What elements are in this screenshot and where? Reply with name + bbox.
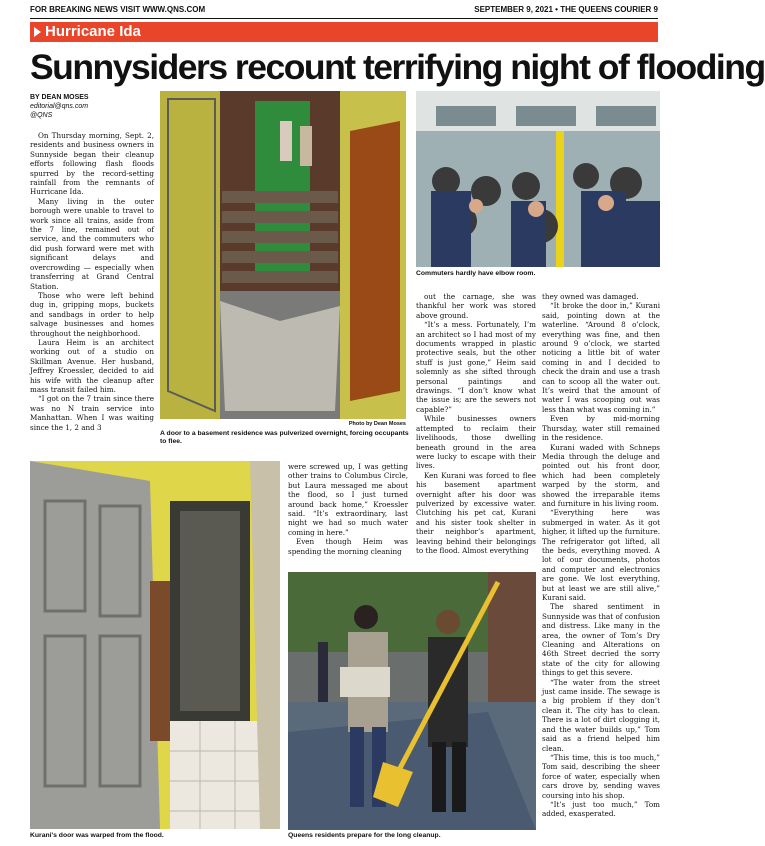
article-paragraph: Even though Heim was spending the morning cleaning xyxy=(288,537,408,556)
article-paragraph: “Everything here was submerged in water. As it got higher, it lifted up the furniture. The refrigerator got lifted, all the beds, everything moved. A lot of our documents, photos and computer and electronics are gone. We lost everything, but at least we are still alive,” Kurani said. xyxy=(542,508,660,602)
header-date-page: SEPTEMBER 9, 2021 • THE QUEENS COURIER 9 xyxy=(474,5,658,14)
section-bar xyxy=(30,22,658,42)
section-arrow-icon xyxy=(34,27,41,37)
article-column-1 xyxy=(30,131,154,432)
byline-author: BY DEAN MOSES xyxy=(30,94,89,101)
article-paragraph: they owned was damaged. xyxy=(542,292,639,301)
article-paragraph: “The water from the street just came inside. The sewage is a big problem if they don’t clean it. The city has to clean. There is a lot of dirt clogging it, and the water builds up,” Tom said as a friend helped him clean. xyxy=(542,677,660,753)
train-photo-caption: Commuters hardly have elbow room. xyxy=(416,270,536,277)
article-paragraph: “This time, this is too much,” Tom said, describing the sheer force of water, especially when cars drove by, sending waves coursing into his shop. xyxy=(542,752,660,800)
page-header xyxy=(30,5,658,17)
photo-credit: Photo by Dean Moses xyxy=(348,421,406,427)
article-paragraph: Ken Kurani was forced to flee his basement apartment overnight after his door was pulverized by excessive water. Clutching his pet cat, Kurani and his sister took shelter in their neighbor’s apartment, leaving behind their belongings to the flood. Almost everything xyxy=(416,470,536,555)
article-paragraph: Kurani waded with Schneps Media through the deluge and pointed out his front door, which had been completely warped by the storm, and showed the irreparable items and furniture in his living room. xyxy=(542,442,660,508)
street-photo-caption: Queens residents prepare for the long cleanup. xyxy=(288,832,441,839)
byline-handle[interactable]: @QNS xyxy=(30,112,53,119)
article-paragraph: On Thursday morning, Sept. 2, residents and business owners in Sunnyside began their cleanup efforts following flash floods spurred by the record-setting rainfall from the remnants of Hurricane Ida. xyxy=(30,131,154,197)
door-photo-caption: Kurani's door was warped from the flood. xyxy=(30,832,164,839)
article-paragraph: were screwed up, I was getting other trains to Columbus Circle, but Laura messaged me about the flood, so I just turned around back home,” Kroessler said. “It’s extraordinary, last night we had so much water coming in here.” xyxy=(288,462,408,537)
basement-photo-caption: A door to a basement residence was pulverized overnight, forcing occupants to flee. xyxy=(160,430,409,445)
byline-email[interactable]: editorial@qns.com xyxy=(30,103,89,110)
article-paragraph: Those who were left behind dug in, gripping mops, buckets and sandbags in order to help salvage businesses and homes throughout the neighborhood. xyxy=(30,290,154,338)
warped-door-photo xyxy=(30,461,280,829)
header-website[interactable]: FOR BREAKING NEWS VISIT WWW.QNS.COM xyxy=(30,5,206,14)
article-column-4 xyxy=(542,292,660,819)
article-column-3 xyxy=(416,292,536,555)
basement-door-photo xyxy=(160,91,406,419)
article-paragraph: The shared sentiment in Sunnyside was that of confusion and distress. Like many in the area, the owner of Tom’s Dry Cleaning and Alterations on 46th Street decried the sorry state of the city for allowing things to get this severe. xyxy=(542,602,660,678)
street-cleanup-photo xyxy=(288,572,536,830)
article-paragraph: “It broke the door in,” Kurani said, pointing down at the waterline. “Around 8 o’clock, everything was fine, and then around 9 o’clock, we started noticing a little bit of water coming in and I decided to check the drain and use a trash can to scoop all the water out. It’s weird that the amount of water I was scooping out was less than what was coming in.” xyxy=(542,301,660,414)
article-paragraph: out the carnage, she was thankful her work was stored above ground. xyxy=(416,292,536,320)
article-column-2 xyxy=(288,462,408,556)
article-paragraph: Many living in the outer borough were unable to travel to work since all trains, aside from the 7 line, remained out of service, and the commuters who did push forward were met with significant delays and overcrowding — especially when transferring at Grand Central Station. xyxy=(30,196,154,291)
article-paragraph: Even by mid-morning Thursday, water still remained in the residence. xyxy=(542,414,660,443)
article-paragraph: “It’s a mess. Fortunately, I’m an architect so I had most of my documents wrapped in plastic protective seals, but the other stuff is just gone,” Heim said solemnly as she sifted through personal paintings and drawings. “I don’t know what the issue is; are the sewers not capable?” xyxy=(416,320,536,414)
article-paragraph: Laura Heim is an architect working out of a studio on Skillman Avenue. Her husband, Jeffrey Kroessler, decided to aid his wife with the cleanup after mass transit failed him. xyxy=(30,337,154,394)
header-rule xyxy=(30,18,658,19)
headline: Sunnysiders recount terrifying night of flooding xyxy=(30,47,765,87)
article-paragraph: “I got on the 7 train since there was no N train service into Manhattan. When I was waiting since the 1, 2 and 3 xyxy=(30,394,154,432)
article-paragraph: “It’s just too much,” Tom added, exasperated. xyxy=(542,799,660,819)
subway-train-photo xyxy=(416,91,660,267)
byline xyxy=(30,93,160,120)
article-paragraph: While businesses owners attempted to reclaim their livelihoods, those dwelling beneath ground in the area were lucky to escape with their lives. xyxy=(416,414,536,471)
section-label: Hurricane Ida xyxy=(45,23,141,40)
